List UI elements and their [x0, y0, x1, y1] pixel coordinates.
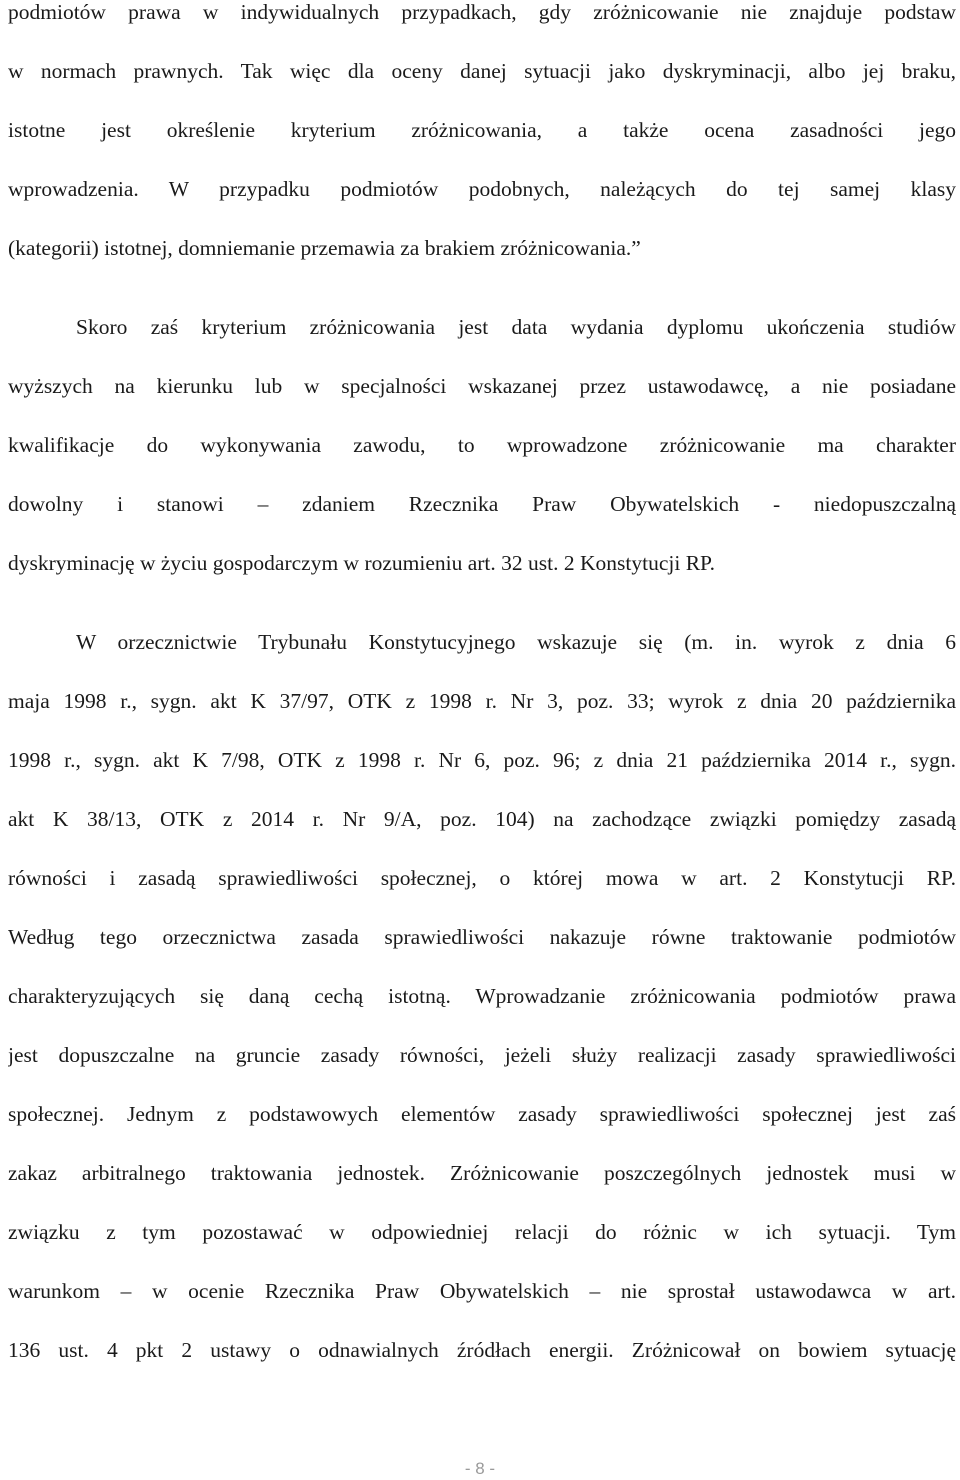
- text-line: maja 1998 r., sygn. akt K 37/97, OTK z 1998 r. Nr 3, poz. 33; wyrok z dnia 20 października: [8, 689, 956, 713]
- text-line: 136 ust. 4 pkt 2 ustawy o odnawialnych źródłach energii. Zróżnicował on bowiem sytuację: [8, 1338, 956, 1362]
- text-line: warunkom – w ocenie Rzecznika Praw Obywatelskich – nie sprostał ustawodawca w art.: [8, 1279, 956, 1303]
- text-line: podmiotów prawa w indywidualnych przypadkach, gdy zróżnicowanie nie znajduje podstaw: [8, 0, 956, 24]
- text-line: Skoro zaś kryterium zróżnicowania jest data wydania dyplomu ukończenia studiów: [76, 315, 956, 339]
- text-line: związku z tym pozostawać w odpowiedniej relacji do różnic w ich sytuacji. Tym: [8, 1220, 956, 1244]
- text-line: zakaz arbitralnego traktowania jednostek. Zróżnicowanie poszczególnych jednostek musi w: [8, 1161, 956, 1185]
- text-line: jest dopuszczalne na gruncie zasady równości, jeżeli służy realizacji zasady sprawiedliwości: [8, 1043, 956, 1067]
- text-line: Według tego orzecznictwa zasada sprawiedliwości nakazuje równe traktowanie podmiotów: [8, 925, 956, 949]
- text-line: społecznej. Jednym z podstawowych elementów zasady sprawiedliwości społecznej jest zaś: [8, 1102, 956, 1126]
- text-line: wprowadzenia. W przypadku podmiotów podobnych, należących do tej samej klasy: [8, 177, 956, 201]
- text-line: (kategorii) istotnej, domniemanie przemawia za brakiem zróżnicowania.”: [8, 236, 641, 260]
- text-line: charakteryzujących się daną cechą istotną. Wprowadzanie zróżnicowania podmiotów prawa: [8, 984, 956, 1008]
- text-line: wyższych na kierunku lub w specjalności wskazanej przez ustawodawcę, a nie posiadane: [8, 374, 956, 398]
- text-line: w normach prawnych. Tak więc dla oceny danej sytuacji jako dyskryminacji, albo jej braku,: [8, 59, 956, 83]
- text-line: równości i zasadą sprawiedliwości społecznej, o której mowa w art. 2 Konstytucji RP.: [8, 866, 956, 890]
- text-line: dowolny i stanowi – zdaniem Rzecznika Praw Obywatelskich - niedopuszczalną: [8, 492, 956, 516]
- page-number: - 8 -: [464, 1459, 496, 1478]
- text-line: istotne jest określenie kryterium zróżnicowania, a także ocena zasadności jego: [8, 118, 956, 142]
- text-line: dyskryminację w życiu gospodarczym w rozumieniu art. 32 ust. 2 Konstytucji RP.: [8, 551, 715, 575]
- text-line: kwalifikacje do wykonywania zawodu, to wprowadzone zróżnicowanie ma charakter: [8, 433, 956, 457]
- text-line: akt K 38/13, OTK z 2014 r. Nr 9/A, poz. 104) na zachodzące związki pomiędzy zasadą: [8, 807, 956, 831]
- text-line: 1998 r., sygn. akt K 7/98, OTK z 1998 r. Nr 6, poz. 96; z dnia 21 października 2014 r., sygn.: [8, 748, 956, 772]
- text-line: W orzecznictwie Trybunału Konstytucyjnego wskazuje się (m. in. wyrok z dnia 6: [76, 630, 956, 654]
